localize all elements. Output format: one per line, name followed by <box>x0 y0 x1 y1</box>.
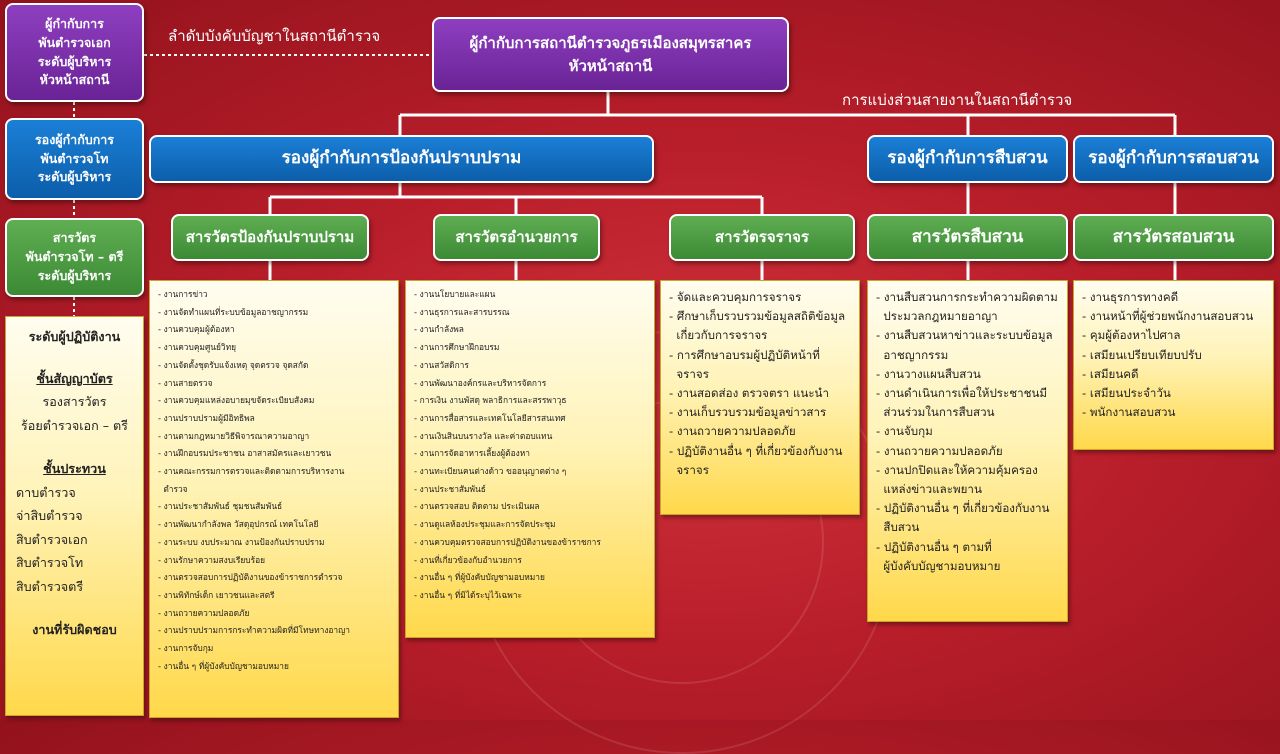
inspector-prevention-box: สารวัตรป้องกันปราบปราม <box>171 214 369 261</box>
task-item: - งานควบคุมศูนย์วิทยุ <box>158 342 237 353</box>
inspector-rank-box <box>5 218 144 297</box>
station-chief-role: หัวหน้าสถานี <box>568 56 653 75</box>
deputy-rank-box <box>5 118 144 200</box>
rank-item: ดาบตำรวจ <box>16 484 76 500</box>
task-item: - งานตรวจสอบ ติดตาม ประเมินผล <box>414 501 540 512</box>
task-item: - งานถวายความปลอดภัย <box>669 424 796 439</box>
rank-line: หัวหน้าสถานี <box>39 72 110 88</box>
task-item: - งานตามกฎหมายวิธีพิจารณาความอาญา <box>158 430 310 441</box>
task-item: - งานพัฒนากำลังพล วัสดุอุปกรณ์ เทคโนโลยี <box>158 519 319 530</box>
task-item: ส่วนร่วมในการสืบสวน <box>876 405 995 420</box>
rank-line: รองผู้กำกับการ <box>34 131 115 147</box>
task-item: - งานการสื่อสารและเทคโนโลยีสารสนเทศ <box>414 412 566 423</box>
task-item: แหล่งข่าวและพยาน <box>876 482 982 497</box>
task-item: - งานจัดตั้งชุดรับแจ้งเหตุ จุดตรวจ จุดสกัด <box>158 359 309 370</box>
deputy-investigation-box: รองผู้กำกับการสืบสวน <box>867 135 1068 183</box>
division-label: การแบ่งส่วนสายงานในสถานีตำรวจ <box>842 91 1073 109</box>
task-item: - งานดำเนินการเพื่อให้ประชาชนมี <box>876 386 1048 401</box>
task-item: - งานสายตรวจ <box>158 377 213 388</box>
task-item: - งานปราบปรามการกระทำความผิดที่มีโทษทางอาญา <box>158 625 350 636</box>
inspector-investigation-box: สารวัตรสืบสวน <box>867 214 1068 261</box>
hierarchy-label: ลำดับบังคับบัญชาในสถานีตำรวจ <box>168 27 381 45</box>
prevention-task-list <box>149 280 399 718</box>
task-item: - งานจัดทำแผนที่ระบบข้อมูลอาชญากรรม <box>158 306 309 317</box>
rank-item: สิบตำรวจเอก <box>16 531 88 547</box>
task-item: - งานสืบสวนหาข่าวและระบบข้อมูล <box>876 328 1053 343</box>
task-item: - งานเก็บรวบรวมข้อมูลข่าวสาร <box>669 405 827 420</box>
rank-item: สิบตำรวจโท <box>16 555 84 570</box>
task-item: - การเงิน งานพัสดุ พลาธิการและสรรพาวุธ <box>414 395 567 406</box>
task-item: - ศึกษาเก็บรวบรวมข้อมูลสถิติข้อมูล <box>669 309 846 324</box>
task-item: - งานดูแลห้องประชุมและการจัดประชุม <box>414 519 556 530</box>
superintendent-rank-box <box>5 3 144 102</box>
task-item: - งานอื่น ๆ ที่ผู้บังคับบัญชามอบหมาย <box>414 572 545 583</box>
task-item: - งานรักษาความสงบเรียบร้อย <box>158 554 266 565</box>
task-item: - ปฏิบัติงานอื่น ๆ ที่เกี่ยวข้องกับงาน <box>876 501 1050 516</box>
task-item: - งานหน้าที่ผู้ช่วยพนักงานสอบสวน <box>1082 309 1254 324</box>
task-item: - งานการจับกุม <box>158 643 214 654</box>
task-item: - งานสวัสดิการ <box>414 359 469 370</box>
administration-task-list <box>405 280 655 638</box>
task-item: - งานอื่น ๆ ที่ผู้บังคับบัญชามอบหมาย <box>158 660 289 671</box>
noncommissioned-heading: ชั้นประทวน <box>43 461 106 476</box>
task-item: - งานเงินสินบนรางวัล และค่าตอบแทน <box>414 430 553 441</box>
task-item: - งานกำลังพล <box>414 324 464 335</box>
task-item: - งานวางแผนสืบสวน <box>876 366 981 381</box>
task-item: - งานธุรการทางคดี <box>1082 290 1179 304</box>
rank-line: พันตำรวจเอก <box>38 34 111 50</box>
task-item: - เสมียนเปรียบเทียบปรับ <box>1082 347 1202 362</box>
task-item: - งานปกปิดและให้ความคุ้มครอง <box>876 462 1038 477</box>
task-item: - งานธุรการและสารบรรณ <box>414 306 510 317</box>
task-item: อาชญากรรม <box>876 347 949 362</box>
task-item: - งานอื่น ๆ ที่มิได้ระบุไว้เฉพาะ <box>414 589 522 600</box>
task-item: - ปฏิบัติงานอื่น ๆ ที่เกี่ยวข้องกับงาน <box>669 443 843 458</box>
deputy-prevention-box: รองผู้กำกับการป้องกันปราบปราม <box>149 135 654 183</box>
inspector-administration-box: สารวัตรอำนวยการ <box>433 214 600 261</box>
task-item: - งานถวายความปลอดภัย <box>876 443 1003 458</box>
task-item: - งานปราบปรามผู้มีอิทธิพล <box>158 412 255 423</box>
task-item: - งานการจัดอาหารเลี้ยงผู้ต้องหา <box>414 448 530 459</box>
investigation-task-list <box>867 280 1068 622</box>
task-item: - งานตรวจสอบการปฏิบัติงานของข้าราชการตำรวจ <box>158 572 343 583</box>
task-item: - งานจับกุม <box>876 424 933 439</box>
task-item: - งานพัฒนาองค์กรและบริหารจัดการ <box>414 377 547 388</box>
task-item: ประมวลกฎหมายอาญา <box>876 309 998 324</box>
task-item: - งานนโยบายและแผน <box>414 289 496 299</box>
task-item: - งานประชาสัมพันธ์ ชุมชนสัมพันธ์ <box>158 501 283 512</box>
inspector-traffic-box: สารวัตรจราจร <box>669 214 855 261</box>
task-item: - งานฝึกอบรมประชาชน อาสาสมัครและเยาวชน <box>158 448 332 459</box>
rank-line: ระดับผู้บริหาร <box>37 53 112 69</box>
task-item: - งานการศึกษาฝึกอบรม <box>414 342 500 353</box>
task-item: จราจร <box>669 366 709 381</box>
rank-item: ร้อยตำรวจเอก – ตรี <box>21 417 128 433</box>
task-item: - งานควบคุมตรวจสอบการปฏิบัติงานของข้าราชการ <box>414 536 601 547</box>
rank-item: สิบตำรวจตรี <box>16 578 84 594</box>
task-item: - งานพิทักษ์เด็ก เยาวชนและสตรี <box>158 589 275 600</box>
task-item: - งานสืบสวนการกระทำความผิดตาม <box>876 290 1058 304</box>
task-item: - งานถวายความปลอดภัย <box>158 607 250 618</box>
deputy-inquiry-box: รองผู้กำกับการสอบสวน <box>1073 135 1274 183</box>
rank-item: จ่าสิบตำรวจ <box>16 508 83 523</box>
task-item: - งานควบคุมแหล่งอบายมุขจัดระเบียบสังคม <box>158 395 315 406</box>
task-item: - งานสอดส่อง ตรวจตรา แนะนำ <box>669 386 829 401</box>
rank-item: รองสารวัตร <box>42 394 107 409</box>
rank-line: พันตำรวจโท – ตรี <box>25 249 124 265</box>
task-item: - คุมผู้ต้องหาไปศาล <box>1082 328 1181 343</box>
task-item: - งานการข่าว <box>158 289 208 299</box>
task-item: - งานคณะกรรมการตรวจและติดตามการบริหารงาน <box>158 466 345 477</box>
rank-line: สารวัตร <box>52 230 97 246</box>
operational-level-heading: ระดับผู้ปฏิบัติงาน <box>28 329 121 344</box>
task-item: - การศึกษาอบรมผู้ปฏิบัติหน้าที่ <box>669 347 820 362</box>
commissioned-heading: ชั้นสัญญาบัตร <box>36 370 113 386</box>
station-chief-box <box>432 17 789 92</box>
task-item: - เสมียนคดี <box>1082 366 1139 381</box>
task-item: - จัดและควบคุมการจราจร <box>669 290 802 304</box>
task-item: สืบสวน <box>876 520 920 535</box>
rank-line: พันตำรวจโท <box>40 150 109 166</box>
inquiry-task-list <box>1073 280 1274 450</box>
rank-line: ระดับผู้บริหาร <box>37 267 112 283</box>
rank-line: ระดับผู้บริหาร <box>37 169 112 185</box>
traffic-task-list <box>660 280 860 515</box>
task-item: - งานทะเบียนคนต่างด้าว ขออนุญาตต่าง ๆ <box>414 466 567 477</box>
task-item: - งานที่เกี่ยวข้องกับอำนวยการ <box>414 554 522 565</box>
task-item: - ปฏิบัติงานอื่น ๆ ตามที่ <box>876 539 992 554</box>
task-item: - งานระบบ งบประมาณ งานป้องกันปราบปราม <box>158 536 325 547</box>
task-item: ผู้บังคับบัญชามอบหมาย <box>876 558 1001 573</box>
task-item: ตำรวจ <box>158 483 188 494</box>
task-item: - งานประชาสัมพันธ์ <box>414 483 486 494</box>
task-item: - เสมียนประจำวัน <box>1082 386 1171 401</box>
station-chief-title: ผู้กำกับการสถานีตำรวจภูธรเมืองสมุทรสาคร <box>469 34 752 52</box>
task-item: - พนักงานสอบสวน <box>1082 405 1176 420</box>
operational-level-panel <box>5 316 144 716</box>
inspector-inquiry-box: สารวัตรสอบสวน <box>1073 214 1274 261</box>
task-item: เกี่ยวกับการจราจร <box>669 328 768 343</box>
task-item: จราจร <box>669 462 709 477</box>
task-item: - งานควบคุมผู้ต้องหา <box>158 324 235 335</box>
responsibility-heading: งานที่รับผิดชอบ <box>32 622 117 637</box>
rank-line: ผู้กำกับการ <box>45 16 104 31</box>
